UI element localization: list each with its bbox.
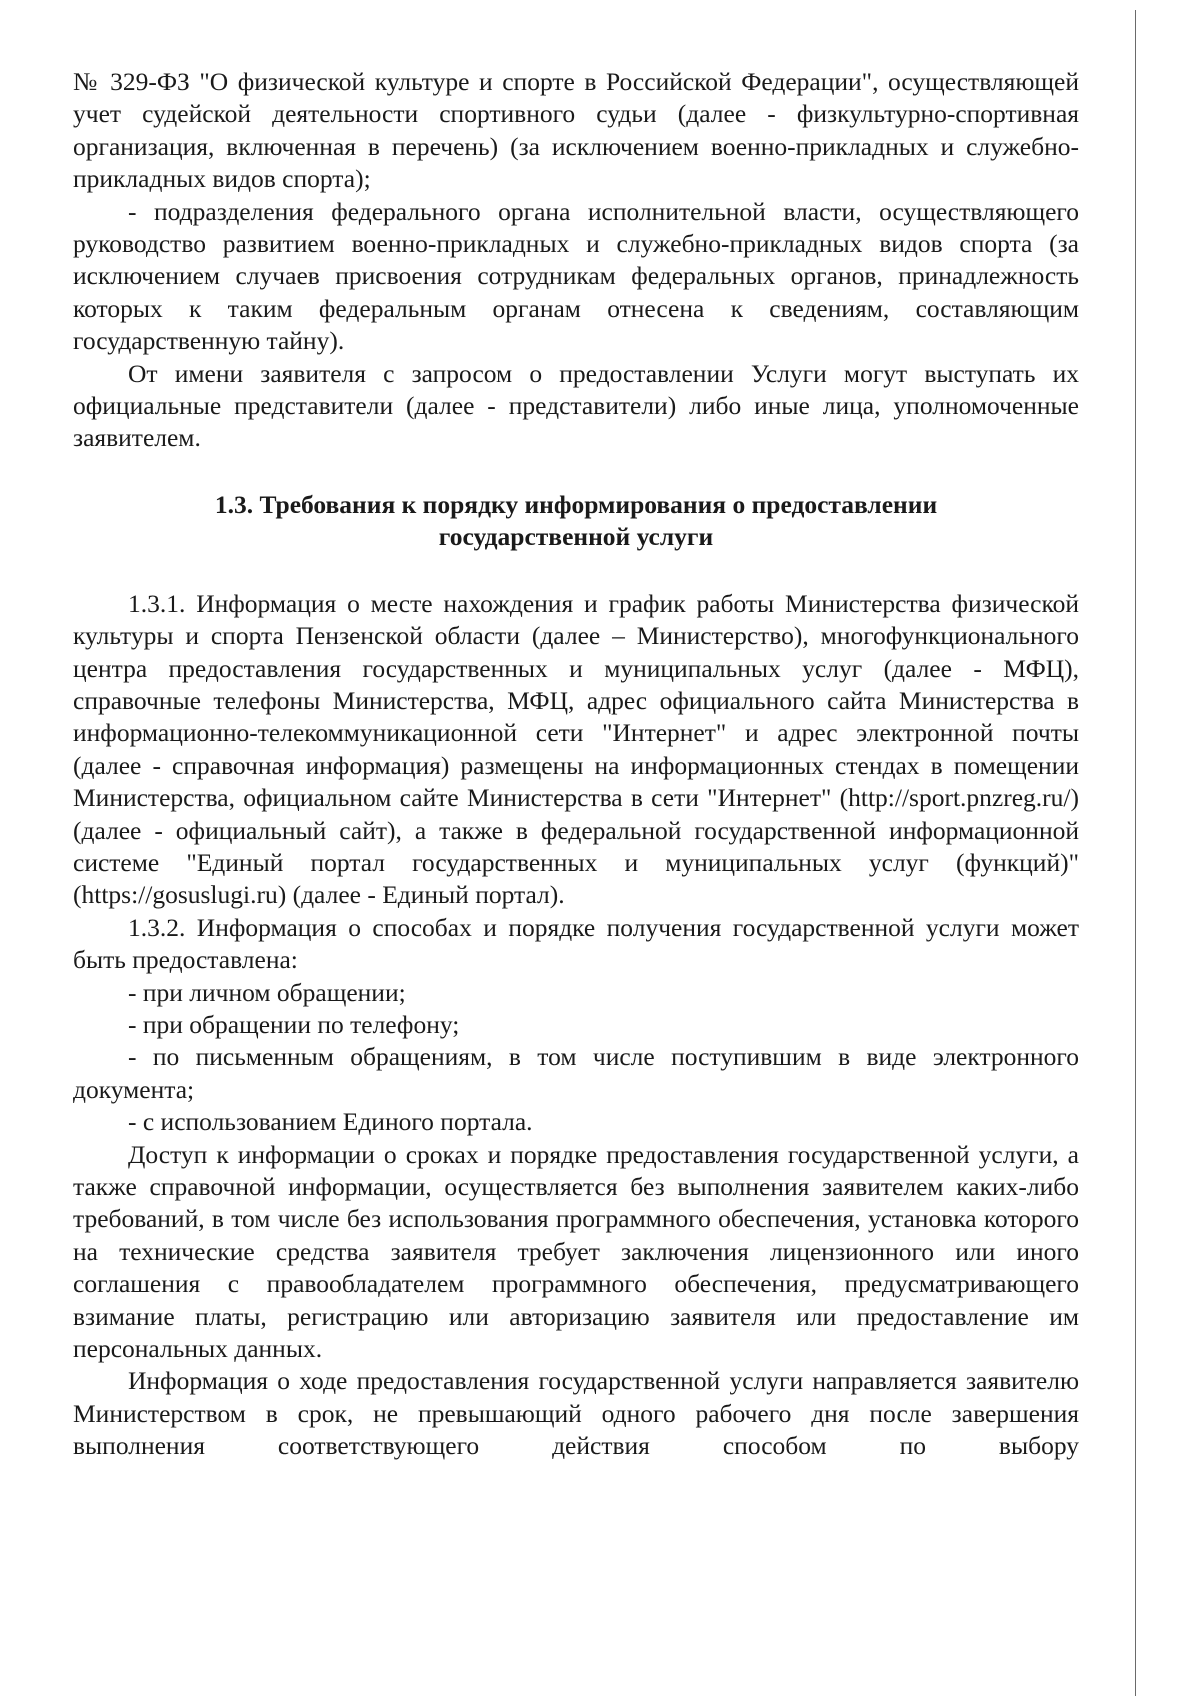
section-heading-line-2: государственной услуги xyxy=(438,522,714,552)
paragraph-law-reference: № 329-ФЗ "О физической культуре и спорте в Российской Федерации", осуществляющей учет судейской деятельности спортивного судьи (далее - физкультурно-спортивная организация, включенная в перечень) (за исключением военно-прикладных и служебно-прикладных видов спорта); xyxy=(73,67,1079,194)
paragraph-access: Доступ к информации о сроках и порядке предоставления государственной услуги, а также справочной информации, осуществляется без выполнения заявителем каких-либо требований, в том числе без использования программного обеспечения, установка которого на технические средства заявителя требует заключения лицензионного или иного соглашения с правообладателем программного обеспечения, предусматривающего взимание платы, регистрацию или авторизацию заявителя или предоставление им персональных данных. xyxy=(73,1139,1079,1364)
paragraph-progress-info: Информация о ходе предоставления государственной услуги направляется заявителю Министерством в срок, не превышающий одного рабочего дня после завершения выполнения соответствующего действия способом по выбору xyxy=(73,1366,1079,1461)
document-body xyxy=(73,66,1079,1463)
scan-edge-line xyxy=(1135,10,1136,1696)
list-item-personal: - при личном обращении; xyxy=(128,977,406,1007)
paragraph-federal-subdivision: - подразделения федерального органа исполнительной власти, осуществляющего руководство развитием военно-прикладных и служебно-прикладных видов спорта (за исключением случаев присвоения сотрудникам федеральных органов, принадлежность которых к таким федеральным органам отнесена к сведениям, составляющим государственную тайну). xyxy=(73,196,1079,356)
section-heading xyxy=(73,489,1079,554)
list-item-written: - по письменным обращениям, в том числе поступившим в виде электронного документа; xyxy=(73,1042,1079,1104)
list-item-phone: - при обращении по телефону; xyxy=(128,1009,460,1039)
paragraph-1-3-2: 1.3.2. Информация о способах и порядке получения государственной услуги может быть предоставлена: xyxy=(73,912,1079,975)
section-heading-line-1: 1.3. Требования к порядку информирования о предоставлении xyxy=(214,489,938,519)
paragraph-representatives: От имени заявителя с запросом о предоставлении Услуги могут выступать их официальные представители (далее - представители) либо иные лица, уполномоченные заявителем. xyxy=(73,358,1079,453)
list-item-portal: - с использованием Единого портала. xyxy=(128,1107,533,1137)
paragraph-1-3-1: 1.3.1. Информация о месте нахождения и график работы Министерства физической культуры и спорта Пензенской области (далее – Министерство), многофункционального центра предоставления государственных и муниципальных услуг (далее - МФЦ), справочные телефоны Министерства, МФЦ, адрес официального сайта Министерства в информационно-телекоммуникационной сети "Интернет" и адрес электронной почты (далее - справочная информация) размещены на информационных стендах в помещении Министерства, официальном сайте Министерства в сети "Интернет" (http://sport.pnzreg.ru/) (далее - официальный сайт), а также в федеральной государственной информационной системе "Единый портал государственных и муниципальных услуг (функций)" (https://gosuslugi.ru) (далее - Единый портал). xyxy=(73,588,1079,910)
